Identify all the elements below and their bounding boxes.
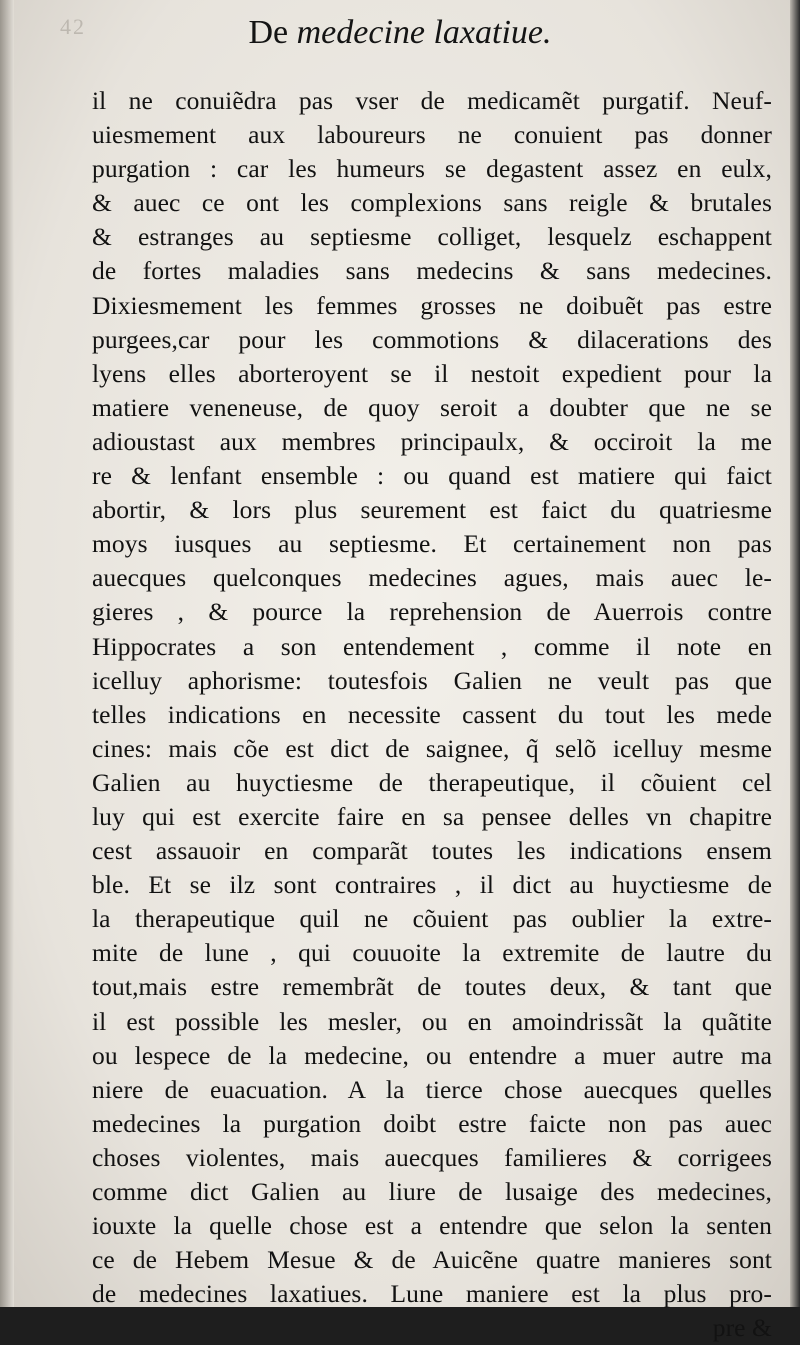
text-line: medecines la purgation doibt estre faicte non pas auec [92, 1108, 772, 1138]
text-line: icelluy aphorisme: toutesfois Galien ne veult pas que [92, 665, 772, 695]
running-head-first-word: De [248, 14, 289, 51]
text-line: uiesmement aux laboureurs ne conuient pas donner [92, 120, 772, 150]
text-line: re & lenfant ensemble : ou quand est matiere qui faict [92, 461, 772, 491]
text-line: cest assauoir en comparãt toutes les indications ensem [92, 836, 772, 866]
text-line: luy qui est exercite faire en sa pensee delles vn chapitre [92, 801, 772, 831]
text-line: ce de Hebem Mesue & de Auicẽne quatre manieres sont [92, 1245, 772, 1275]
running-head [0, 14, 800, 52]
text-line: comme dict Galien au liure de lusaige des medecines, [92, 1177, 772, 1206]
text-line: & estranges au septiesme colliget, lesquelz eschappent [92, 222, 772, 252]
text-line: il est possible les mesler, ou en amoindrissãt la quãtite [92, 1006, 772, 1036]
running-head-rest: medecine laxatiue. [296, 14, 552, 51]
text-line: purgees,car pour les commotions & dilacerations des [92, 324, 772, 354]
text-line: Hippocrates a son entendement , comme il note en [92, 631, 772, 661]
text-line: ou lespece de la medecine, ou entendre a muer autre ma [92, 1040, 772, 1070]
text-line: telles indications en necessite cassent du tout les mede [92, 699, 772, 729]
text-line: de medecines laxatiues. Lune maniere est la plus pro- [92, 1279, 772, 1309]
page-number: 42 [60, 14, 86, 39]
text-line: il ne conuiẽdra pas vser de medicamẽt purgatif. Neuf- [92, 86, 772, 115]
text-line: Galien au huyctiesme de therapeutique, il cõuient cel [92, 767, 772, 797]
page-right-edge-shadow [790, 0, 800, 1307]
page-left-edge-shadow [0, 0, 14, 1307]
text-line: adioustast aux membres principaulx, & occiroit la me [92, 426, 772, 456]
text-line: ble. Et se ilz sont contraires , il dict au huyctiesme de [92, 870, 772, 900]
text-line: gieres , & pource la reprehension de Auerrois contre [92, 597, 772, 627]
text-line: niere de euacuation. A la tierce chose auecques quelles [92, 1074, 772, 1104]
text-line: matiere veneneuse, de quoy seroit a doubter que ne se [92, 392, 772, 422]
text-line: purgation : car les humeurs se degastent assez en eulx, [92, 154, 772, 184]
text-line: mite de lune , qui couuoite la extremite de lautre du [92, 938, 772, 968]
text-line: tout,mais estre remembrãt de toutes deux, & tant que [92, 972, 772, 1002]
text-line: choses violentes, mais auecques familieres & corrigees [92, 1142, 772, 1172]
text-line: cines: mais cõe est dict de saignee, q̃ selõ icelluy mesme [92, 733, 772, 763]
text-line: abortir, & lors plus seurement est faict du quatriesme [92, 495, 772, 525]
text-line: de fortes maladies sans medecins & sans medecines. [92, 256, 772, 286]
body-text [92, 84, 772, 1345]
text-line: moys iusques au septiesme. Et certainement non pas [92, 529, 772, 559]
text-line: pre & [712, 1313, 772, 1343]
text-line: la therapeutique quil ne cõuient pas oublier la extre- [92, 904, 772, 934]
text-line: iouxte la quelle chose est a entendre que selon la senten [92, 1211, 772, 1241]
text-line: Dixiesmement les femmes grosses ne doibuẽt pas estre [92, 290, 772, 320]
text-line: lyens elles aborteroyent se il nestoit expedient pour la [92, 358, 772, 388]
text-line: & auec ce ont les complexions sans reigle & brutales [92, 188, 772, 218]
text-line: auecques quelconques medecines agues, mais auec le- [92, 563, 772, 593]
